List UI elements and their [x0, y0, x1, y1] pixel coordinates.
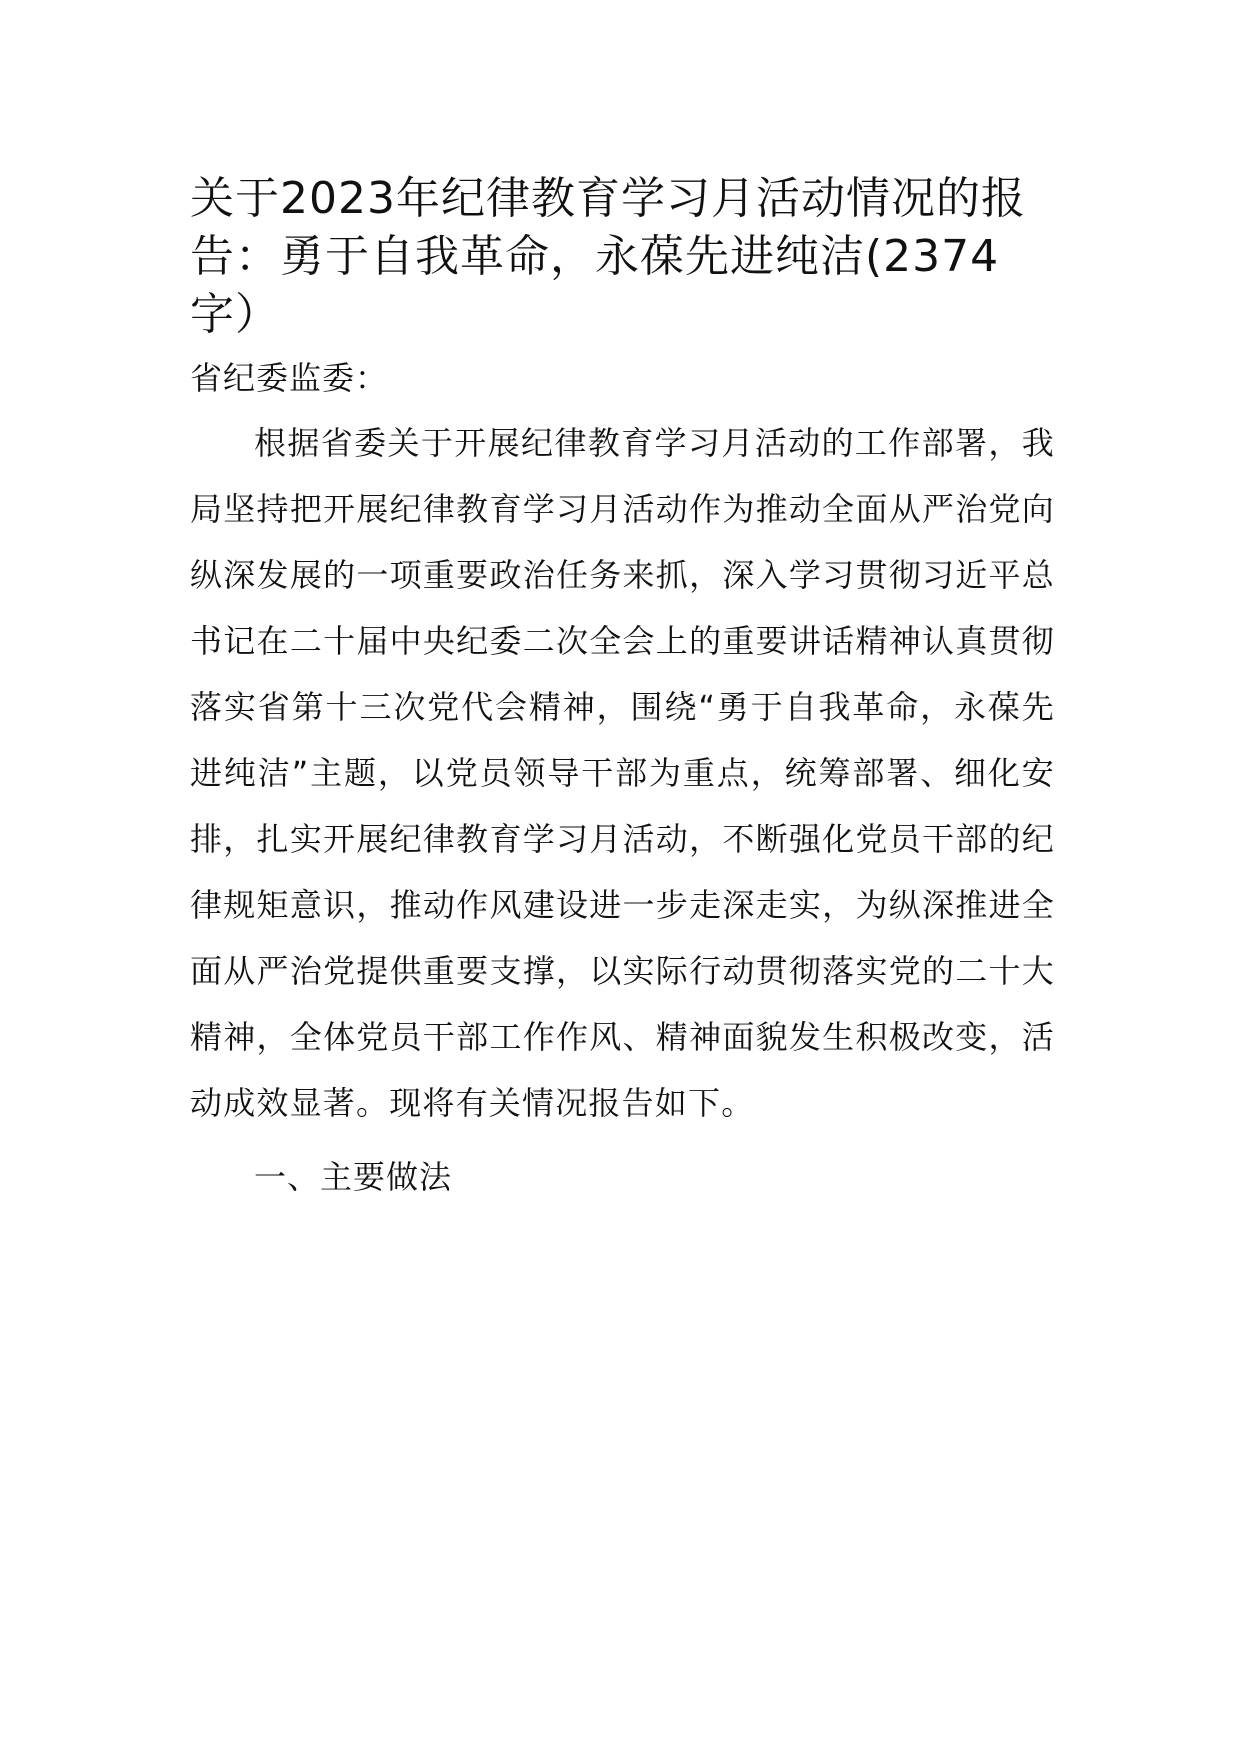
document-title: 关于2023年纪律教育学习月活动情况的报告：勇于自我革命，永葆先进纯洁(2374字） [190, 173, 1026, 340]
document-page [190, 170, 1055, 1210]
body-paragraph: 根据省委关于开展纪律教育学习月活动的工作部署，我局坚持把开展纪律教育学习月活动作为推动全面从严治党向纵深发展的一项重要政治任务来抓，深入学习贯彻习近平总书记在二十届中央纪委二次全会上的重要讲话精神认真贯彻落实省第十三次党代会精神，围绕“勇于自我革命，永葆先进纯洁”主题，以党员领导干部为重点，统筹部署、细化安排，扎实开展纪律教育学习月活动，不断强化党员干部的纪律规矩意识，推动作风建设进一步走深走实，为纵深推进全面从严治党提供重要支撑，以实际行动贯彻落实党的二十大精神，全体党员干部工作作风、精神面貌发生积极改变，活动成效显著。现将有关情况报告如下。 [190, 424, 1055, 1122]
salutation: 省纪委监委： [190, 359, 389, 397]
section-heading: 一、主要做法 [254, 1158, 453, 1196]
